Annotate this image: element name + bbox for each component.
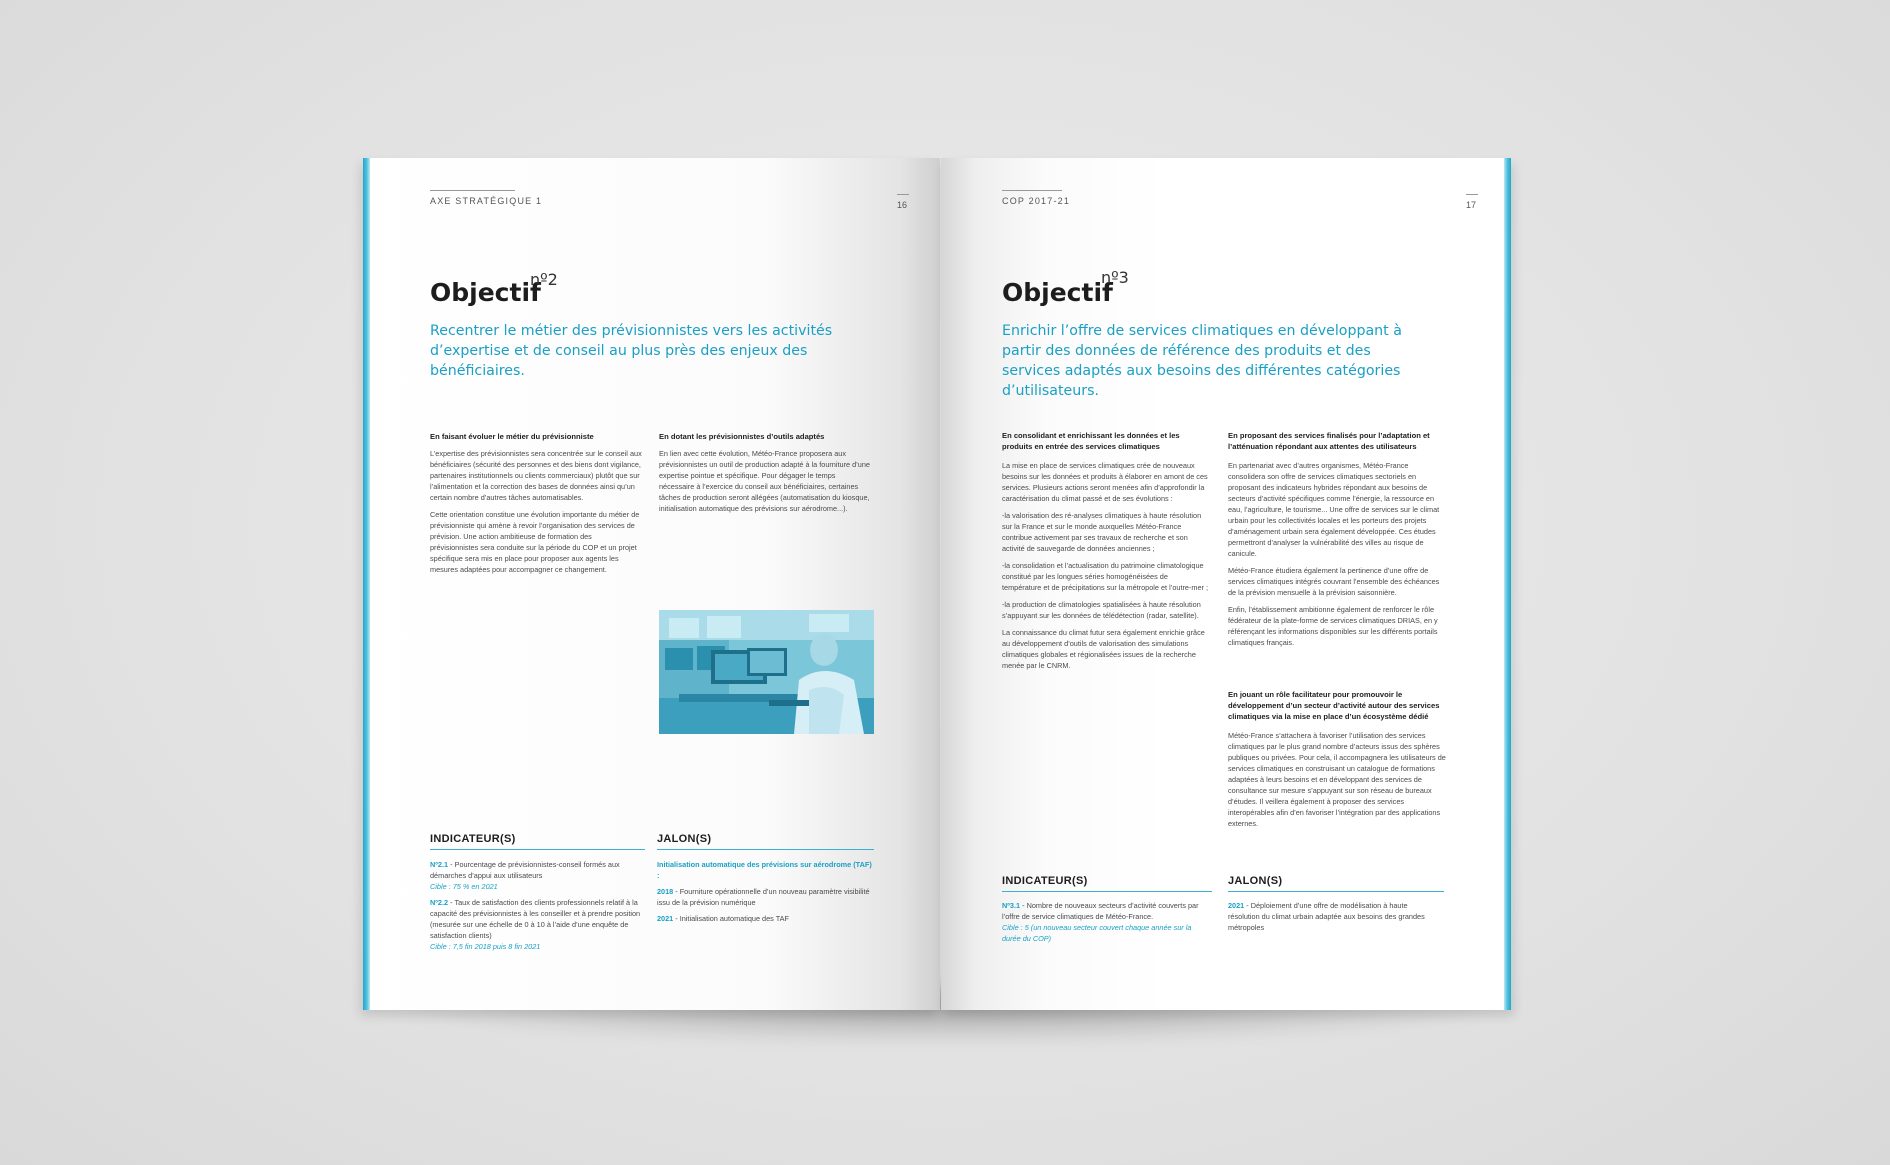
paragraph: Météo-France étudiera également la pertinence d’une offre de services climatiques intégrés couvrant l’ensemble des échéances de la prévision mensuelle à la prévision saisonnière. [1228, 566, 1440, 597]
objective-title-right: Objectif [1002, 278, 1113, 307]
milestone-item: 2021 - Déploiement d’une offre de modélisation à haute résolution du climat urbain adaptée aux besoins des grandes métropoles [1228, 901, 1425, 932]
left-page-blue-edge [363, 158, 370, 1010]
running-head-left: AXE STRATÉGIQUE 1 [430, 196, 543, 206]
paragraph: Enfin, l’établissement ambitionne également de renforcer le rôle fédérateur de la plate-forme de services climatiques DRIAS, en y référençant les informations disponibles sur les différents portails climatiques français. [1228, 605, 1438, 647]
paragraph: -la consolidation et l’actualisation du patrimoine climatologique constitué par les longues séries homogénéisées de température et de précipitations sur la métropole et l’outre-mer ; [1002, 561, 1209, 592]
paragraph: En lien avec cette évolution, Météo-France proposera aux prévisionnistes un outil de production adapté à la fourniture d’une expertise pointue et spécifique. Pour dégager le temps nécessaire à l’exercice du conseil aux bénéficiaires, certaines tâches de production seront allégées (automatisation du kiosque, initialisation automatique des prévisions sur aérodrome...). [659, 449, 870, 513]
body-text-column [1228, 730, 1446, 835]
body-text-column [659, 448, 871, 520]
right-page-blue-edge [1504, 158, 1511, 1010]
running-head-rule [430, 190, 515, 191]
paragraph: La connaissance du climat futur sera également enrichie grâce au développement d’outils de valorisation des simulations climatiques globales et régionalisées issues de la recherche menée par le CNRM. [1002, 628, 1205, 670]
milestones-title: JALON(S) [1228, 875, 1283, 887]
section-rule [657, 849, 874, 850]
objective-lead-right: Enrichir l’offre de services climatiques en développant à partir des données de référence des produits et des services adaptés aux besoins des différentes catégories d’utilisateurs. [1002, 323, 1402, 399]
page-number-left: 16 [897, 200, 908, 210]
indicators-title: INDICATEUR(S) [1002, 875, 1088, 887]
forecaster-photo-illustration [659, 610, 874, 734]
section-rule [430, 849, 645, 850]
indicator-item: Nº2.2 - Taux de satisfaction des clients professionnels relatif à la capacité des prévisionnistes à les conseiller et à prendre position (mesurée sur une échelle de 0 à 10 à l’aide d’une enquête de satisfaction clients) Cible : 7,5 fin 2018 puis 8 fin 2021 [430, 898, 641, 951]
paragraph: Météo-France s’attachera à favoriser l’utilisation des services climatiques par le plus grand nombre d’acteurs issus des sphères publiques ou privées. Pour cela, il accompagnera les utilisateurs de services climatiques en construisant un catalogue de formations adaptées à leurs besoins et en développant des services de consultance sur mesure s’appuyant sur son réseau de bureaux d’études. Il veillera également à proposer des services interopérables afin d’en favoriser l’intégration par des applications externes. [1228, 731, 1446, 828]
milestone-item: 2018 - Fourniture opérationnelle d’un nouveau paramètre visibilité issu de la prévision numérique [657, 887, 870, 907]
page-number-rule [897, 194, 909, 195]
section-rule [1002, 891, 1212, 892]
indicator-list [430, 859, 645, 957]
body-text-column [1228, 460, 1446, 654]
objective-lead-left: Recentrer le métier des prévisionnistes vers les activités d’expertise et de conseil au plus près des enjeux des bénéficiaires. [430, 323, 833, 379]
indicator-item: Nº2.1 - Pourcentage de prévisionnistes-conseil formés aux démarches d’appui aux utilisateurs Cible : 75 % en 2021 [430, 860, 620, 891]
indicators-title: INDICATEUR(S) [430, 833, 516, 845]
forecaster-photo [659, 610, 874, 734]
objective-number-left: nº2 [530, 270, 558, 289]
indicator-item: Nº3.1 - Nombre de nouveaux secteurs d’activité couverts par l’offre de service climatiques de Météo-France. Cible : 5 (un nouveau secteur couvert chaque année sur la durée du COP) [1002, 901, 1199, 943]
running-head-right: COP 2017-21 [1002, 196, 1071, 206]
column-heading: En jouant un rôle facilitateur pour promouvoir le développement d’un secteur d’activité autour des services climatiques via la mise en place d’un écosystème dédié [1228, 690, 1440, 721]
running-head-rule [1002, 190, 1062, 191]
paragraph: L’expertise des prévisionnistes sera concentrée sur le conseil aux bénéficiaires (sécurité des personnes et des biens dont vigilance, partenaires institutionnels ou clients commerciaux) plutôt que sur l’alimentation et la correction des bases de données ainsi qu’un certain nombre d’autres tâches automatisables. [430, 449, 642, 502]
body-text-column [430, 448, 642, 581]
objective-title-left: Objectif [430, 278, 541, 307]
milestones-title: JALON(S) [657, 833, 712, 845]
milestone-list [1228, 900, 1438, 938]
page-number-rule [1466, 194, 1478, 195]
body-text-column [1002, 460, 1209, 677]
indicator-list [1002, 900, 1202, 949]
paragraph: -la production de climatologies spatialisées à haute résolution s’appuyant sur les données de télédétection (radar, satellite). [1002, 600, 1201, 620]
milestone-item: 2021 - Initialisation automatique des TAF [657, 914, 789, 923]
column-heading: En proposant des services finalisés pour l’adaptation et l’atténuation répondant aux attentes des utilisateurs [1228, 431, 1430, 451]
paragraph: -la valorisation des ré-analyses climatiques à haute résolution sur la France et sur le monde auxquelles Météo-France contribue activement par ses travaux de recherche et son activité de sauvegarde de données anciennes ; [1002, 511, 1202, 553]
milestone-heading: Initialisation automatique des prévisions sur aérodrome (TAF) : [657, 860, 872, 880]
milestone-list [657, 859, 872, 929]
column-heading: En dotant les prévisionnistes d’outils adaptés [659, 432, 825, 441]
paragraph: La mise en place de services climatiques crée de nouveaux besoins sur les données et produits à élaborer en amont de ces services. Plusieurs actions seront menées afin d’approfondir la caractérisation du climat passé et de ses évolutions : [1002, 461, 1208, 503]
page-number-right: 17 [1466, 200, 1477, 210]
section-rule [1228, 891, 1444, 892]
paragraph: Cette orientation constitue une évolution importante du métier de prévisionniste qui amène à revoir l’organisation des services de prévision. Une action ambitieuse de formation des prévisionnistes sera conduite sur la période du COP et un projet spécifique sera mis en place pour proposer aux agents les mesures adaptées pour accompagner ce changement. [430, 510, 640, 574]
paragraph: En partenariat avec d’autres organismes, Météo-France consolidera son offre de services climatiques sectoriels en proposant des indicateurs hybrides répondant aux besoins de secteurs d’activité spécifiques comme l’énergie, la ressource en eau, l’agriculture, le tourisme... Une offre de services sur le climat urbain pour les collectivités locales et les porteurs des projets d’aménagement urbain sera également développée. Ces études permettront d’analyser la vulnérabilité des villes au risque de canicule. [1228, 461, 1440, 558]
column-heading: En consolidant et enrichissant les données et les produits en entrée des services climatiques [1002, 431, 1180, 451]
column-heading: En faisant évoluer le métier du prévisionniste [430, 432, 594, 441]
objective-number-right: nº3 [1101, 268, 1129, 287]
